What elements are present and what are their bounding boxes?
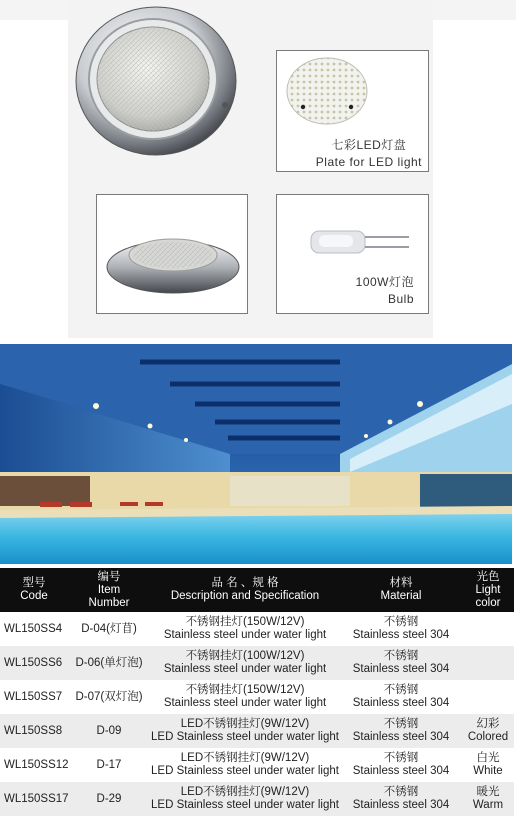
row-material: 不锈钢 Stainless steel 304: [340, 612, 462, 646]
table-row: [0, 748, 514, 782]
row-item-number: D-09: [68, 714, 150, 748]
row-light-color: [462, 612, 514, 646]
row-description: 不锈钢挂灯(150W/12V) Stainless steel under water light: [150, 612, 340, 646]
row-item-number: D-07(双灯泡): [68, 680, 150, 714]
row-code: WL150SS7: [0, 680, 68, 714]
row-item-number: D-04(灯苜): [68, 612, 150, 646]
pool-light-side-photo: [103, 217, 243, 297]
row-material: 不锈钢 Stainless steel 304: [340, 680, 462, 714]
row-description: 不锈钢挂灯(100W/12V) Stainless steel under water light: [150, 646, 340, 680]
spec-table: [0, 568, 514, 816]
row-item-number: D-17: [68, 748, 150, 782]
row-code: WL150SS8: [0, 714, 68, 748]
row-material: 不锈钢 Stainless steel 304: [340, 782, 462, 816]
led-plate-caption-cn: 七彩LED灯盘: [331, 138, 407, 152]
row-material: 不锈钢 Stainless steel 304: [340, 646, 462, 680]
table-row: [0, 782, 514, 816]
row-material: 不锈钢 Stainless steel 304: [340, 714, 462, 748]
row-light-color: 幻彩 Colored: [462, 714, 514, 748]
header-description: 品 名 、规 格 Description and Specification: [150, 568, 340, 612]
table-header-row: [0, 568, 514, 612]
header-item-number: 编号 Item Number: [68, 568, 150, 612]
row-light-color: [462, 646, 514, 680]
row-code: WL150SS17: [0, 782, 68, 816]
row-material: 不锈钢 Stainless steel 304: [340, 748, 462, 782]
row-item-number: D-06(单灯泡): [68, 646, 150, 680]
row-description: LED不锈钢挂灯(9W/12V) LED Stainless steel under water light: [150, 748, 340, 782]
row-light-color: 暖光 Warm: [462, 782, 514, 816]
side-view-frame: [96, 194, 248, 314]
row-description: LED不锈钢挂灯(9W/12V) LED Stainless steel under water light: [150, 714, 340, 748]
product-photo-panel: [68, 0, 433, 338]
row-light-color: 白光 White: [462, 748, 514, 782]
row-description: 不锈钢挂灯(150W/12V) Stainless steel under water light: [150, 680, 340, 714]
bulb-caption-en: Bulb: [387, 292, 414, 306]
row-item-number: D-29: [68, 782, 150, 816]
row-code: WL150SS6: [0, 646, 68, 680]
indoor-pool-photo: [0, 344, 512, 564]
row-light-color: [462, 680, 514, 714]
row-description: LED不锈钢挂灯(9W/12V) LED Stainless steel under water light: [150, 782, 340, 816]
header-light-color: 光色 Light color: [462, 568, 514, 612]
pool-light-front-photo: [71, 3, 241, 163]
header-material: 材料 Material: [340, 568, 462, 612]
bulb-caption-cn: 100W灯泡: [355, 275, 414, 289]
led-plate-photo: [283, 55, 373, 127]
row-code: WL150SS12: [0, 748, 68, 782]
table-row: [0, 612, 514, 646]
table-row: [0, 646, 514, 680]
bulb-frame: [276, 194, 429, 314]
row-code: WL150SS4: [0, 612, 68, 646]
table-row: [0, 680, 514, 714]
bulb-photo: [305, 223, 415, 263]
table-row: [0, 714, 514, 748]
led-plate-frame: [276, 50, 429, 172]
header-code: 型号 Code: [0, 568, 68, 612]
led-plate-caption-en: Plate for LED light: [315, 155, 422, 169]
